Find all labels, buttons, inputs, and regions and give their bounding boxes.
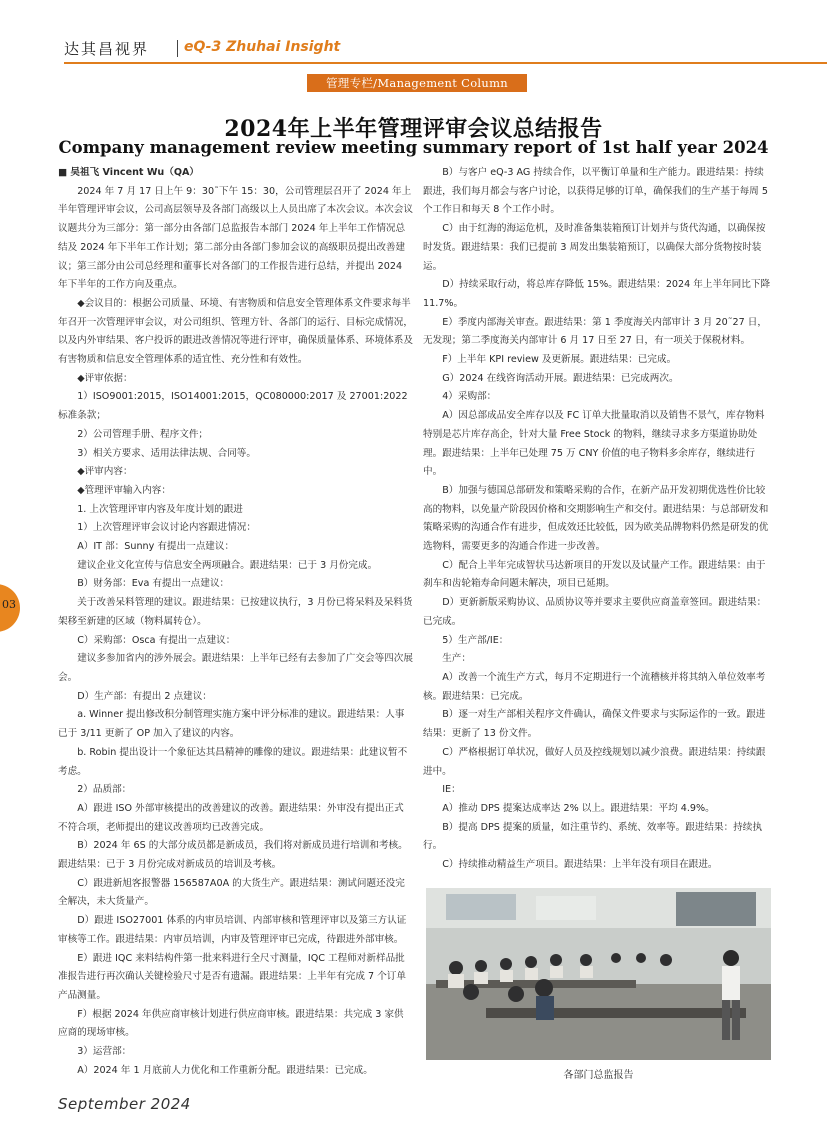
article-paragraph: A）推动 DPS 提案达成率达 2% 以上。跟进结果：平均 4.9%。: [442, 802, 715, 814]
page-number: 03: [2, 598, 16, 611]
article-paragraph: B）逐一对生产部相关程序文件确认，确保文件要求与实际运作的一致。跟进结果：更新了 13 份文件。: [423, 709, 766, 740]
photo-caption: 各部门总监报告: [563, 1070, 634, 1081]
article-paragraph: E）跟进 IQC 来料结构件第一批来料进行全尺寸测量，IQC 工程师对新样品批准报告进行再次确认关键检验尺寸是否有遗漏。跟进结果：上半年有完成 7 个订单产品测量。: [58, 952, 406, 1001]
issue-date: September 2024: [58, 1095, 191, 1113]
article-paragraph: ◆评审内容：: [77, 466, 133, 478]
article-paragraph: C）跟进新旭客报警器 156587A0A 的大货生产。跟进结果：测试问题还没完全解决，未大货量产。: [58, 877, 405, 908]
article-left-column: [58, 164, 413, 1080]
article-paragraph: 2）公司管理手册、程序文件；: [77, 428, 209, 440]
article-paragraph: 2024 年 7 月 17 日上午 9：30˜下午 15：30，公司管理层召开了 2024 年上半年管理评审会议，公司高层领导及各部门高级以上人员出席了本次会议。本次会议议题共分为三部分：第一部分由各部门总监报告本部门 2024 年上半年工作情况总结及 2024 年下半年工作计划；第二部分由各部门参加会议的高级职员提出改善建议；第三部分由公司总经理和董事长对各部门的工作报告进行总结，并提出 2024 年下半年的工作方向及重点。: [58, 185, 413, 291]
article-paragraph: a. Winner 提出修改积分制管理实施方案中评分标准的建议。跟进结果：人事已于 3/11 更新了 OP 加入了建议的内容。: [58, 709, 405, 740]
article-paragraph: D）持续采取行动，将总库存降低 15%。跟进结果：2024 年上半年同比下降 11.7%。: [423, 279, 771, 309]
article-paragraph: 3）相关方要求、适用法律法规、合同等。: [77, 447, 256, 459]
article-paragraph: ◆管理评审输入内容：: [77, 484, 171, 496]
article-paragraph: 5）生产部/IE：: [442, 634, 509, 646]
article-paragraph: A）2024 年 1 月底前人力优化和工作重新分配。跟进结果：已完成。: [77, 1064, 373, 1076]
article-paragraph: b. Robin 提出设计一个象征达其昌精神的雕像的建议。跟进结果：此建议暂不考虑。: [58, 746, 408, 777]
article-paragraph: 1. 上次管理评审内容及年度计划的跟进: [77, 503, 243, 515]
article-paragraph: IE：: [442, 784, 461, 796]
magazine-title-en: eQ-3 Zhuhai Insight: [184, 39, 341, 55]
article-paragraph: B）2024 年 6S 的大部分成员都是新成员，我们将对新成员进行培训和考核。跟进结果：已于 3 月份完成对新成员的培训及考核。: [58, 840, 408, 871]
article-paragraph: 2）品质部：: [77, 784, 132, 796]
article-paragraph: B）与客户 eQ-3 AG 持续合作，以平衡订单量和生产能力。跟进结果：持续跟进，我们每月都会与客户讨论，以获得足够的订单，确保我们的生产基于每周 5 个工作日和每天 8 个工作小时。: [423, 167, 768, 216]
article-paragraph: C）采购部：Osca 有提出一点建议：: [77, 634, 236, 646]
article-paragraph: B）加强与德国总部研发和策略采购的合作，在新产品开发初期优选性价比较高的物料，以免量产阶段因价格和交期影响生产和交付。跟进结果：与总部研发和策略采购的沟通合作有进步，但成效还比较低，因为欧美品牌物料仍然是研发的优选物料，需要更多的沟通合作进一步改善。: [423, 484, 769, 553]
article-paragraph: D）生产部：有提出 2 点建议：: [77, 690, 212, 702]
article-paragraph: ◆会议目的：根据公司质量、环境、有害物质和信息安全管理体系文件要求每半年召开一次管理评审会议，对公司组织、管理方针、各部门的运行、目标完成情况，以及内外审结果、客户投诉的跟进改善情况等进行评审，确保质量体系、环境体系及有害物质和信息安全管理体系的适宜性、充分性和有效性。: [58, 297, 413, 366]
article-paragraph: D）跟进 ISO27001 体系的内审员培训、内部审核和管理评审以及第三方认证审核等工作。跟进结果：内审员培训，内审及管理评审已完成，待跟进外部审核。: [58, 915, 407, 945]
article-paragraph: ■ 吴祖飞 Vincent Wu（QA）: [58, 167, 200, 178]
article-paragraph: 3）运营部：: [77, 1046, 132, 1058]
header-divider: [177, 40, 178, 57]
article-paragraph: 生产：: [442, 653, 471, 665]
header-rule: [64, 62, 827, 64]
article-title-cn: 2024年上半年管理评审会议总结报告: [224, 116, 603, 142]
article-paragraph: G）2024 在线咨询活动开展。跟进结果：已完成两次。: [442, 372, 679, 384]
article-paragraph: F）根据 2024 年供应商审核计划进行供应商审核。跟进结果：共完成 3 家供应商的现场审核。: [58, 1008, 404, 1039]
article-paragraph: 建议多参加省内的涉外展会。跟进结果：上半年已经有去参加了广交会等四次展会。: [58, 653, 413, 683]
article-paragraph: B）提高 DPS 提案的质量，如注重节约、系统、效率等。跟进结果：持续执行。: [423, 821, 762, 852]
column-tag: 管理专栏/Management Column: [307, 74, 527, 92]
article-paragraph: ◆评审依据：: [77, 372, 133, 384]
article-paragraph: A）跟进 ISO 外部审核提出的改善建议的改善。跟进结果：外审没有提出正式不符合项，老师提出的建议改善项均已改善完成。: [58, 802, 404, 833]
article-paragraph: C）由于红海的海运危机，及时准备集装箱预订计划并与货代沟通，以确保按时发货。跟进结果：我们已提前 3 周发出集装箱预订，以确保大部分货物按时装运。: [423, 223, 766, 272]
article-paragraph: C）持续推动精益生产项目。跟进结果：上半年没有项目在跟进。: [442, 859, 718, 871]
article-paragraph: E）季度内部海关审查。跟进结果：第 1 季度海关内部审计 3 月 20˜27 日，无发现；第二季度海关内部审计 6 月 17 日至 27 日，有一项关于保税材料。: [423, 316, 767, 347]
article-right-column: [423, 164, 773, 875]
article-paragraph: F）上半年 KPI review 及更新展。跟进结果：已完成。: [442, 354, 677, 366]
article-paragraph: 4）采购部：: [442, 391, 497, 403]
page-header: [64, 38, 827, 60]
article-paragraph: A）IT 部：Sunny 有提出一点建议：: [77, 541, 235, 553]
article-paragraph: 1）ISO9001:2015，ISO14001:2015，QC080000:2017 及 27001:2022 标准条款；: [58, 391, 408, 422]
article-paragraph: C）配合上半年完成智状马达新项目的开发以及试量产工作。跟进结果：由于刹车和齿轮箱寿命问题未解决，项目已延期。: [423, 559, 766, 590]
article-paragraph: D）更新新版采购协议、品质协议等并要求主要供应商盖章签回。跟进结果：已完成。: [423, 597, 767, 627]
article-paragraph: B）财务部：Eva 有提出一点建议：: [77, 578, 230, 590]
magazine-title-cn: 达其昌视界: [64, 40, 150, 58]
article-paragraph: C）严格根据订单状况，做好人员及控线规划以减少浪费。跟进结果：持续跟进中。: [423, 746, 766, 777]
article-paragraph: A）改善一个流生产方式，每月不定期进行一个流稽核并将其纳入单位效率考核。跟进结果：已完成。: [423, 671, 766, 702]
article-title-en: Company management review meeting summary report of 1st half year 2024: [58, 138, 769, 157]
meeting-photo-illustration: [426, 888, 771, 1060]
meeting-photo: [426, 888, 771, 1060]
article-paragraph: A）因总部成品安全库存以及 FC 订单大批量取消以及销售不景气，库存物料特别是芯片库存高企，针对大量 Free Stock 的物料，继续寻求多方渠道协助处理。跟进结果：上半年已处理 75 万 CNY 价值的电子物料多余库存，继续进行中。: [423, 410, 765, 478]
article-paragraph: 建议企业文化宣传与信息安全两项融合。跟进结果：已于 3 月份完成。: [77, 559, 378, 571]
article-paragraph: 1）上次管理评审会议讨论内容跟进情况：: [77, 522, 256, 534]
article-paragraph: 关于改善呆料管理的建议。跟进结果：已按建议执行，3 月份已将呆料及呆料货架移至新建的区域（物料属转仓）。: [58, 597, 413, 627]
